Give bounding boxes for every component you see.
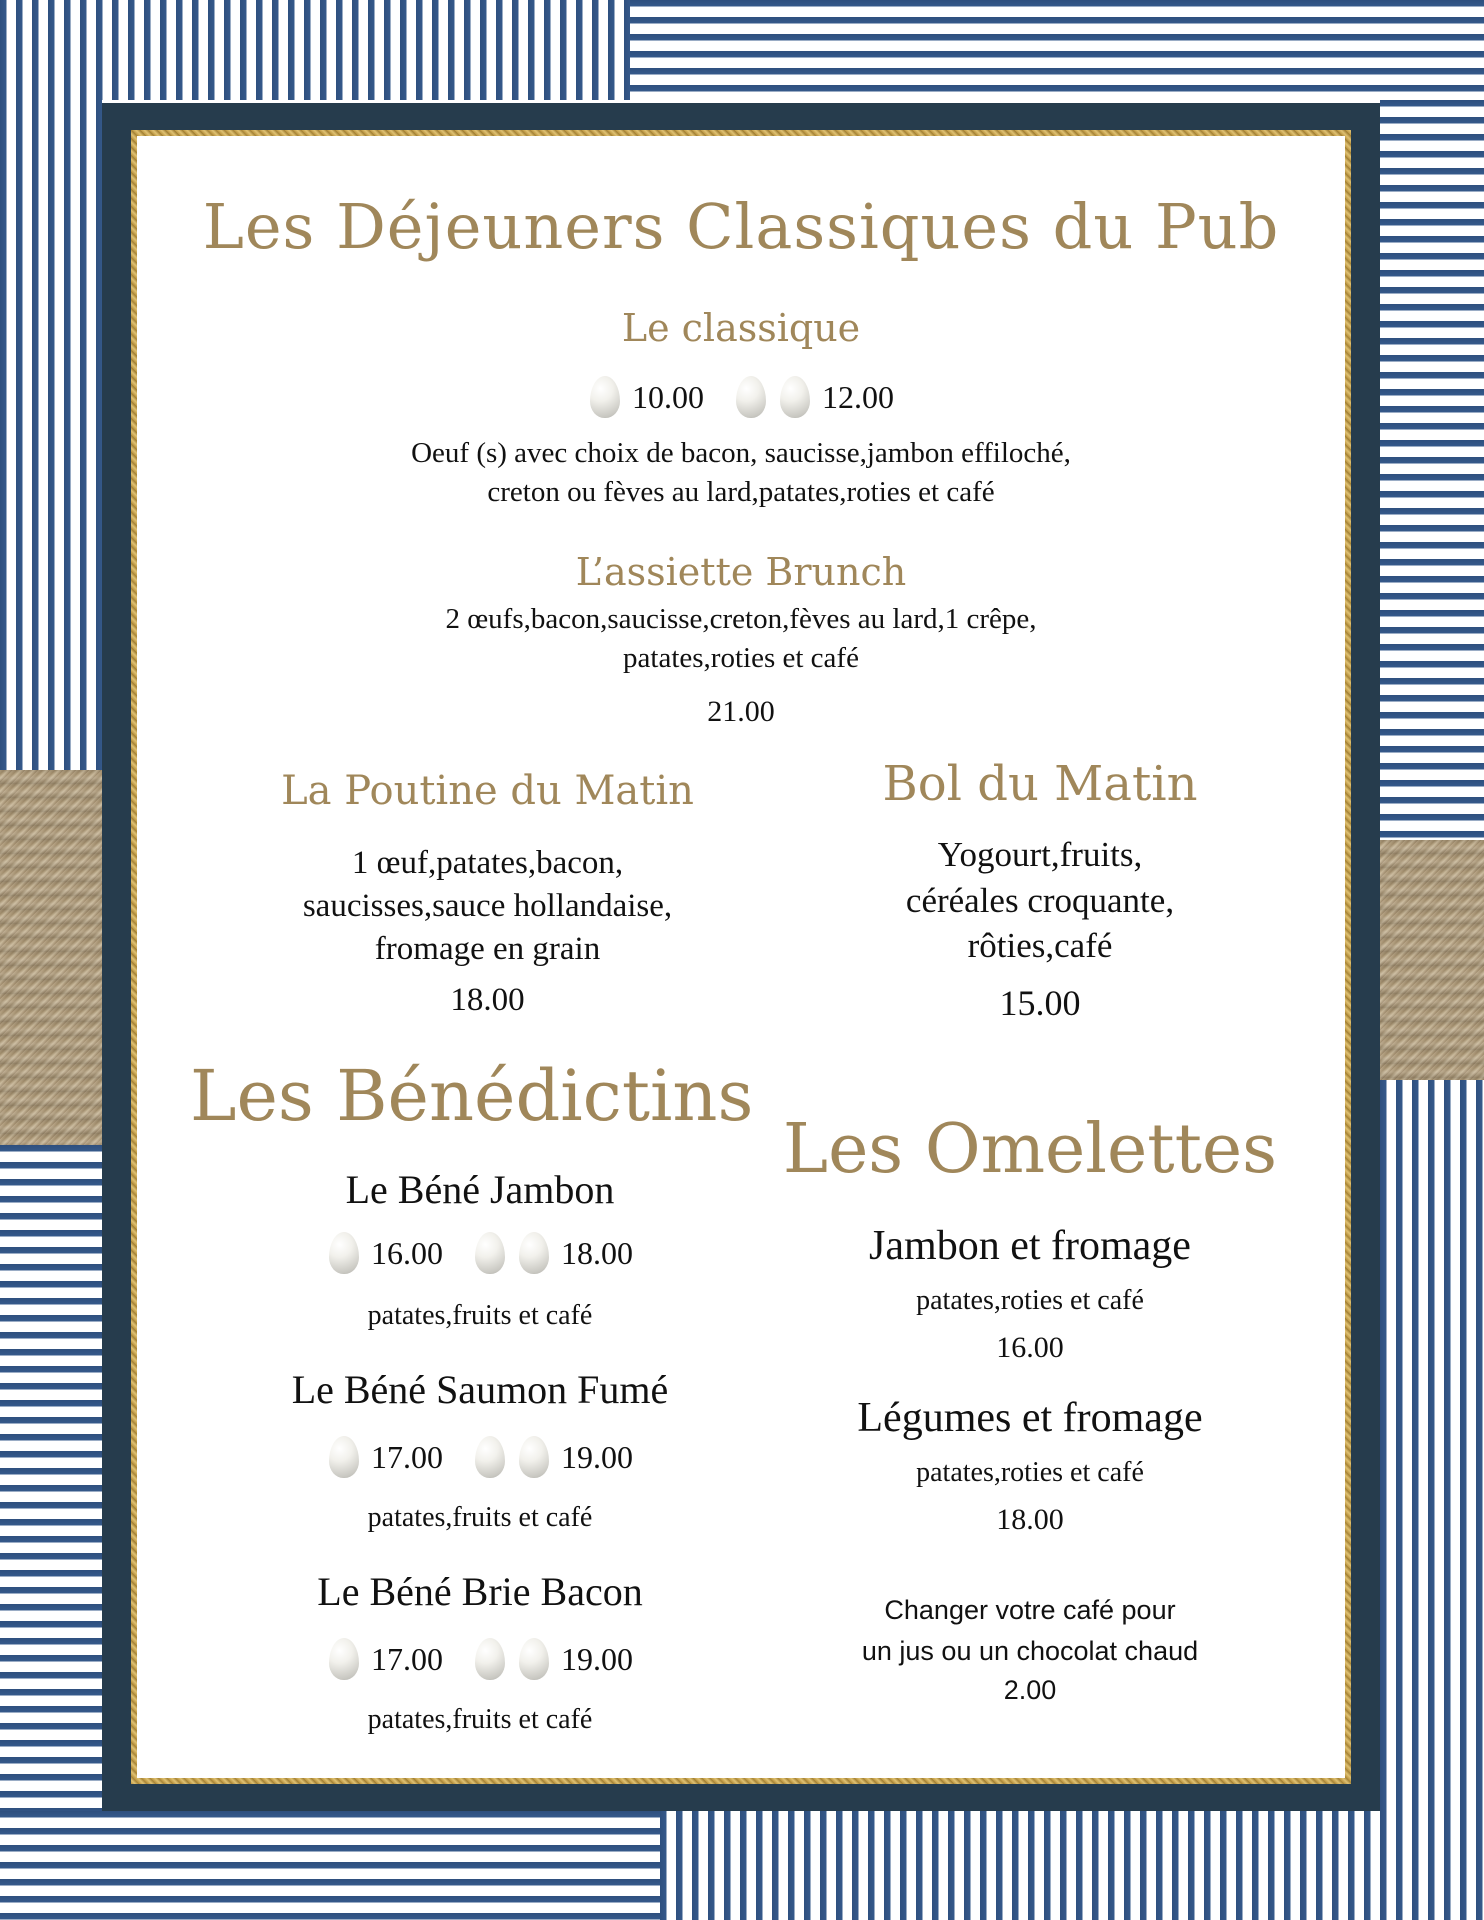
omelette-item-name: Jambon et fromage — [869, 1223, 1191, 1269]
egg-icon — [329, 1638, 359, 1680]
rope-band-left — [0, 770, 102, 1145]
classique-prices — [137, 376, 1345, 426]
bol-price: 15.00 — [999, 983, 1081, 1023]
poutine-line1: 1 œuf,patates,bacon, — [351, 845, 624, 881]
brunch-desc-line1: 2 œufs,bacon,saucisse,creton,fèves au lard,1 crêpe, — [445, 603, 1037, 635]
bene-item-prices — [190, 1436, 770, 1486]
brunch-name: L’assiette Brunch — [575, 550, 907, 594]
egg-icon — [475, 1638, 505, 1680]
stripe-block-top-right — [630, 0, 1484, 100]
classique-name: Le classique — [621, 306, 861, 350]
bene-item-name: Le Béné Jambon — [345, 1167, 615, 1212]
bene-price-two-eggs: 18.00 — [561, 1234, 633, 1271]
menu-title: Les Déjeuners Classiques du Pub — [202, 190, 1280, 263]
omelette-item-sides: patates,roties et café — [916, 1457, 1144, 1488]
brunch-desc-line2: patates,roties et café — [623, 642, 859, 674]
egg-icon — [329, 1436, 359, 1478]
stripe-block-right-lower — [1380, 1080, 1484, 1811]
classique-desc-line1: Oeuf (s) avec choix de bacon, saucisse,jambon effiloché, — [411, 437, 1071, 469]
omelettes-heading: Les Omelettes — [782, 1110, 1278, 1189]
poutine-price: 18.00 — [450, 982, 525, 1018]
stripe-block-bottom-right — [660, 1811, 1484, 1920]
bol-line1: Yogourt,fruits, — [937, 835, 1143, 874]
stripe-block-left-upper — [0, 100, 102, 770]
bene-item-sides: patates,fruits et café — [367, 1300, 593, 1331]
bene-price-two-eggs: 19.00 — [561, 1640, 633, 1677]
egg-icon — [736, 376, 766, 418]
bene-item-name: Le Béné Brie Bacon — [317, 1569, 643, 1614]
stripe-block-top-left — [0, 0, 630, 100]
bene-item-sides: patates,fruits et café — [367, 1502, 593, 1533]
omelette-item-price: 16.00 — [996, 1331, 1064, 1364]
bol-name: Bol du Matin — [882, 756, 1198, 812]
note-line1: Changer votre café pour — [884, 1595, 1176, 1625]
stripe-block-bottom-left — [0, 1811, 660, 1920]
bene-price-two-eggs: 19.00 — [561, 1438, 633, 1475]
note-price: 2.00 — [1003, 1675, 1057, 1705]
bene-item-prices — [190, 1638, 770, 1688]
note-line2: un jus ou un chocolat chaud — [861, 1636, 1199, 1666]
bene-price-one-egg: 17.00 — [371, 1640, 443, 1677]
egg-icon — [590, 376, 620, 418]
bene-item-prices — [190, 1232, 770, 1282]
egg-icon — [780, 376, 810, 418]
classique-desc-line2: creton ou fèves au lard,patates,roties et café — [487, 476, 995, 508]
poutine-line2: saucisses,sauce hollandaise, — [302, 888, 673, 924]
benedictins-heading: Les Bénédictins — [190, 1055, 754, 1137]
brunch-price: 21.00 — [707, 695, 775, 728]
poutine-name: La Poutine du Matin — [281, 768, 694, 814]
stripe-block-left-lower — [0, 1145, 102, 1811]
classique-price-one-egg: 10.00 — [632, 378, 704, 415]
egg-icon — [519, 1638, 549, 1680]
bene-item-sides: patates,fruits et café — [367, 1704, 593, 1735]
bene-price-one-egg: 17.00 — [371, 1438, 443, 1475]
egg-icon — [519, 1436, 549, 1478]
rope-band-right — [1380, 840, 1484, 1080]
bene-price-one-egg: 16.00 — [371, 1234, 443, 1271]
classique-price-two-eggs: 12.00 — [822, 378, 894, 415]
egg-icon — [475, 1232, 505, 1274]
egg-icon — [519, 1232, 549, 1274]
bol-line3: rôties,café — [967, 926, 1113, 965]
poutine-line3: fromage en grain — [374, 931, 601, 967]
bene-item-name: Le Béné Saumon Fumé — [291, 1367, 669, 1412]
omelette-item-price: 18.00 — [996, 1503, 1064, 1536]
omelette-item-name: Légumes et fromage — [857, 1395, 1203, 1441]
egg-icon — [475, 1436, 505, 1478]
stripe-block-right-upper — [1380, 100, 1484, 840]
egg-icon — [329, 1232, 359, 1274]
bol-line2: céréales croquante, — [905, 881, 1175, 920]
omelette-item-sides: patates,roties et café — [916, 1285, 1144, 1316]
